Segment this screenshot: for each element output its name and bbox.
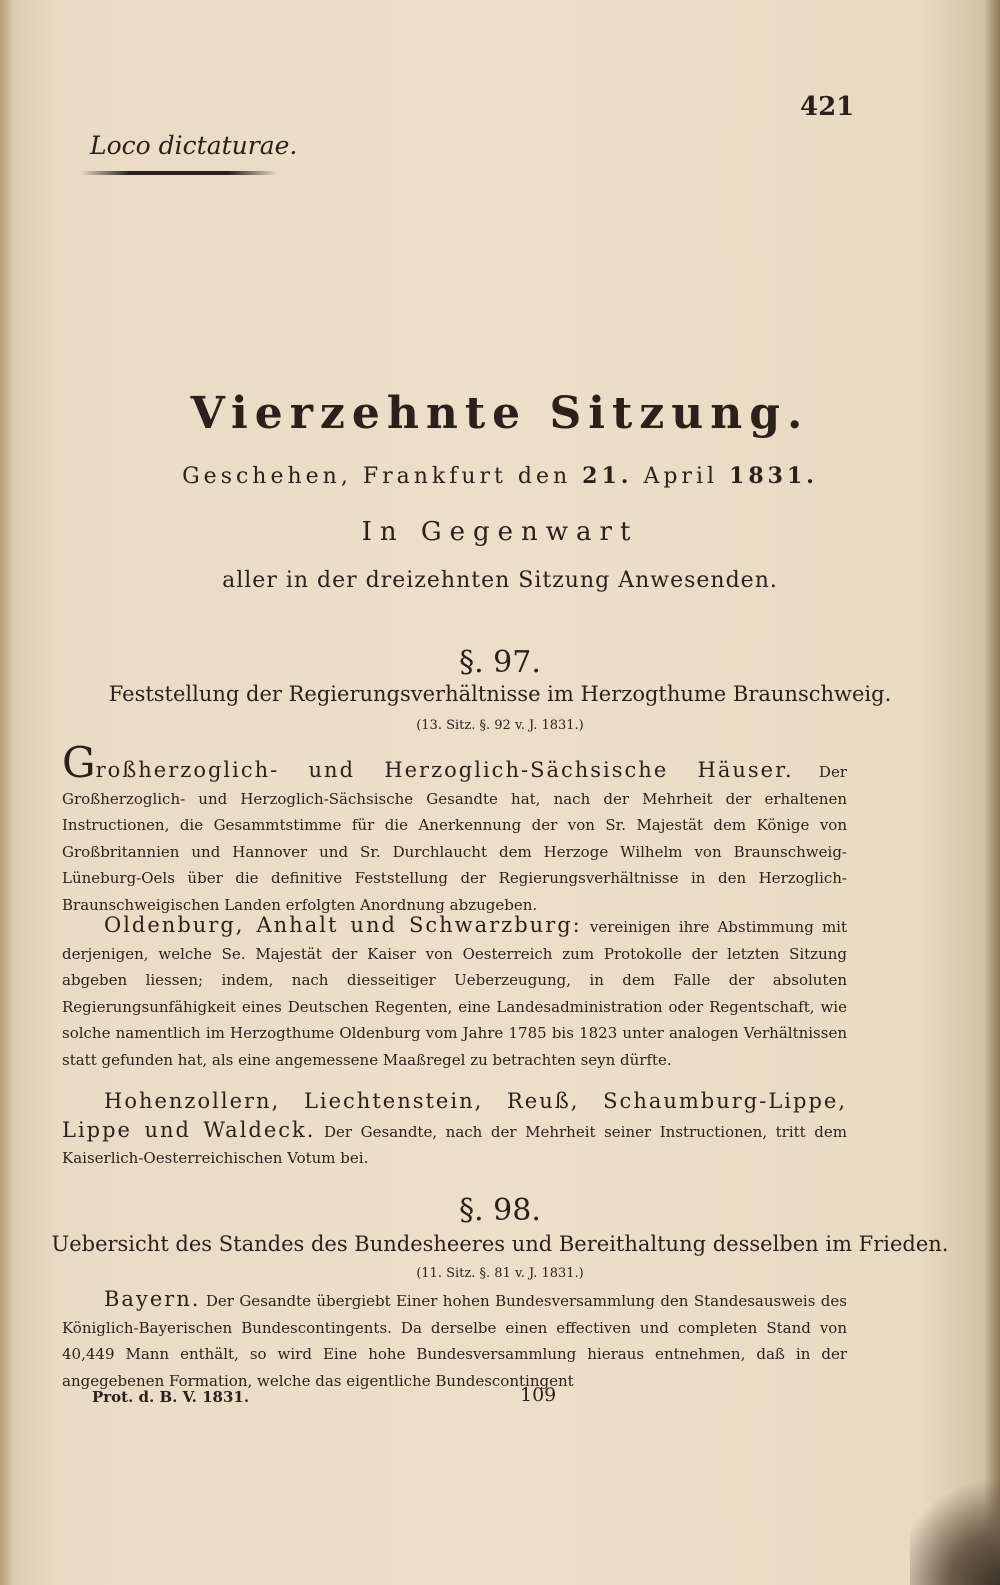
signature-mark: Prot. d. B. V. 1831. [92, 1388, 250, 1406]
date-month: April [643, 464, 719, 489]
paragraph-text: Der Großherzoglich- und Herzoglich-Sächsische Gesandte hat, nach der Mehrheit der erhaltenen Instructionen, die Gesammtstimme für die Anerkennung der von Sr. Majestät dem Könige von Großbritannien und Hannover und Sr. Durchlaucht dem Herzoge Wilhelm von Braunschweig-Lüneburg-Oels über die definitive Feststellung der Regierungsverhältnisse in den Herzoglich-Braunschweigischen Landen erfolgten Anordnung abzugeben. [62, 763, 847, 914]
page-edge-shadow-right [984, 0, 1000, 1585]
section-title: Feststellung der Regierungsverhältnisse im Herzogthume Braunschweig. [108, 682, 892, 706]
date-prefix: Geschehen, Frankfurt den [182, 464, 572, 489]
paragraph-text: vereinigen ihre Abstimmung mit derjenigen, welche Se. Majestät der Kaiser von Oesterreich zum Protokolle der letzten Sitzung abgeben liessen; indem, nach diesseitiger Ueberzeugung, in dem Falle der absoluten Regierungsunfähigkeit eines Deutschen Regenten, eine Landesadministration oder Regentschaft, wie solche namentlich im Herzogthume Oldenburg vom Jahre 1785 bis 1823 unter analogen Verhältnissen statt gefunden hat, als eine angemessene Maaßregel zu betrachten seyn dürfte. [62, 918, 847, 1069]
presence-heading: In Gegenwart [361, 517, 639, 547]
decorative-rule [80, 171, 278, 175]
corner-stain [910, 1475, 1000, 1585]
section-reference: (11. Sitz. §. 81 v. J. 1831.) [416, 1266, 584, 1281]
sheet-number: 109 [520, 1384, 557, 1406]
paragraph-lead: Bayern. [104, 1287, 201, 1311]
paragraph [62, 912, 847, 1073]
paragraph-text: Der Gesandte, nach der Mehrheit seiner Instructionen, tritt dem Kaiserlich-Oesterreichischen Votum bei. [62, 1122, 847, 1167]
date-day: 21. [582, 463, 633, 489]
page-number: 421 [800, 92, 855, 122]
section-title: Uebersicht des Standes des Bundesheeres und Bereithaltung desselben im Frieden. [51, 1232, 949, 1256]
paragraph [62, 738, 847, 918]
drop-cap: G [62, 738, 96, 787]
section-number: §. 98. [459, 1193, 541, 1228]
page-edge-shadow-left [0, 0, 14, 1585]
attendees-line: aller in der dreizehnten Sitzung Anwesenden. [222, 568, 778, 593]
session-title: Vierzehnte Sitzung. [190, 388, 810, 439]
section-reference: (13. Sitz. §. 92 v. J. 1831.) [416, 718, 584, 733]
paragraph-text: Der Gesandte übergiebt Einer hohen Bundesversammlung den Standesausweis des Königlich-Bayerischen Bundescontingents. Da derselbe einen effectiven und completen Stand von 40,449 Mann enthält, so wird Eine hohe Bundesversammlung hieraus entnehmen, daß in der angegebenen Formation, welche das eigentliche Bundescontingent [62, 1292, 847, 1390]
paragraph [62, 1088, 847, 1172]
paragraph [62, 1286, 847, 1394]
paragraph-lead: Hohenzollern, Liechtenstein, Reuß, Schaumburg-Lippe, Lippe und Waldeck. [62, 1089, 847, 1142]
paragraph-lead: roßherzoglich- und Herzoglich-Sächsische Häuser. [95, 758, 794, 782]
section-number: §. 97. [459, 645, 541, 680]
session-date [0, 463, 1000, 489]
running-head: Loco dictaturae. [90, 131, 298, 160]
date-year: 1831. [729, 463, 818, 489]
paragraph-lead: Oldenburg, Anhalt und Schwarzburg: [104, 913, 582, 937]
